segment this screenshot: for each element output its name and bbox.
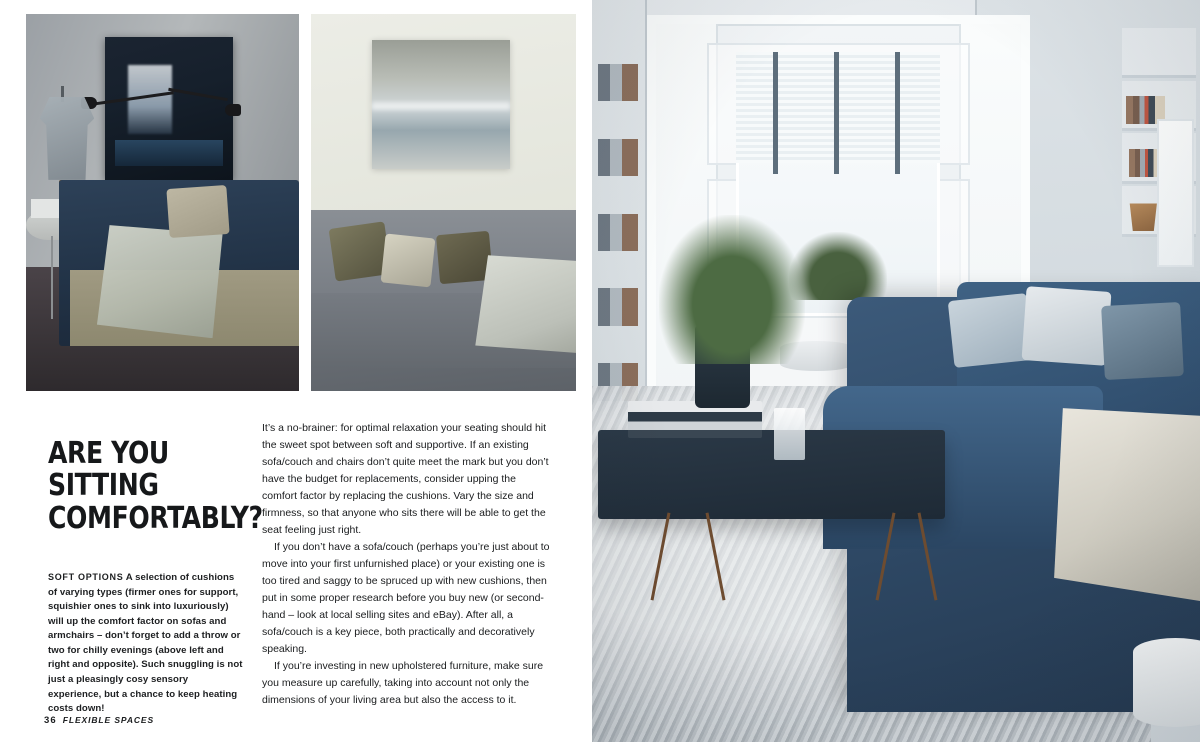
right-page: [592, 0, 1200, 742]
sofa-cushion: [1101, 302, 1184, 380]
sofa-cushion: [1021, 286, 1111, 366]
lamp-shade-right: [225, 104, 241, 116]
book-row: [598, 214, 638, 251]
seascape-artwork: [372, 40, 510, 168]
woven-basket: [1128, 203, 1159, 231]
blind-strap: [895, 52, 900, 174]
coffee-table: [598, 430, 945, 519]
side-table-leg: [51, 236, 53, 319]
framed-print: [1157, 119, 1193, 267]
side-stool: [1133, 638, 1200, 727]
blind-strap: [773, 52, 778, 174]
photo-row: [26, 14, 576, 391]
shelf: [1122, 28, 1196, 79]
page-title: ARE YOU SITTING COMFORTABLY?: [48, 436, 263, 536]
sofa-throw: [1054, 408, 1200, 601]
drinking-glass: [774, 408, 804, 460]
folio-label: FLEXIBLE SPACES: [62, 715, 155, 725]
artwork: [105, 37, 233, 180]
blind-strap: [834, 52, 839, 174]
book-row: [598, 64, 638, 101]
caption-text: A selection of cushions of varying types (firmer ones for support, squishier ones to sink into luxuriously) will up the comfort factor on sofas and armchairs – don’t forget to add a throw or two for chilly evenings (above left and right and opposite). Such snuggling is not just a pleasingly cosy sensory experience, but a chance to keep heating costs down!: [48, 572, 243, 715]
foliage-bouquet: [659, 215, 805, 363]
sofa-cushion: [947, 293, 1033, 368]
throw-blanket: [475, 255, 576, 353]
cushion: [166, 185, 229, 238]
left-page: [0, 0, 592, 742]
book-row: [598, 288, 638, 325]
body-paragraph: If you don’t have a sofa/couch (perhaps you’re just about to move into your first unfurnished place) or your existing one is too tired and saggy to be spruced up with new cushions, then put in some proper research before you buy new (or second-hand – look at local selling sites and eBay). After all, a sofa/couch is a key piece, both practically and decoratively speaking.: [262, 541, 550, 655]
photo-caption: [48, 571, 244, 717]
page-number: 36: [44, 715, 57, 726]
body-text: [262, 420, 552, 709]
body-paragraph: If you’re investing in new upholstered furniture, make sure you measure up carefully, taking into account not only the dimensions of your living area but also the access to it.: [262, 660, 544, 706]
folio: [44, 715, 154, 726]
cushion-cream: [380, 234, 435, 288]
body-paragraph: It’s a no-brainer: for optimal relaxation your seating should hit the sweet spot between soft and supportive. If an existing sofa/couch and chairs don’t quite meet the mark but you don’t have the budget for replacements, consider upping the comfort factor by replacing the cushions. Vary the size and firmness, so that anyone who sits there will be able to get the seat feeling just right.: [262, 422, 549, 536]
bedroom-photo: [26, 14, 299, 391]
book-row: [598, 139, 638, 176]
throw-blanket: [97, 225, 223, 338]
cushion-olive-right: [436, 230, 493, 283]
sofa-photo: [311, 14, 576, 391]
caption-lead: SOFT OPTIONS: [48, 572, 124, 582]
